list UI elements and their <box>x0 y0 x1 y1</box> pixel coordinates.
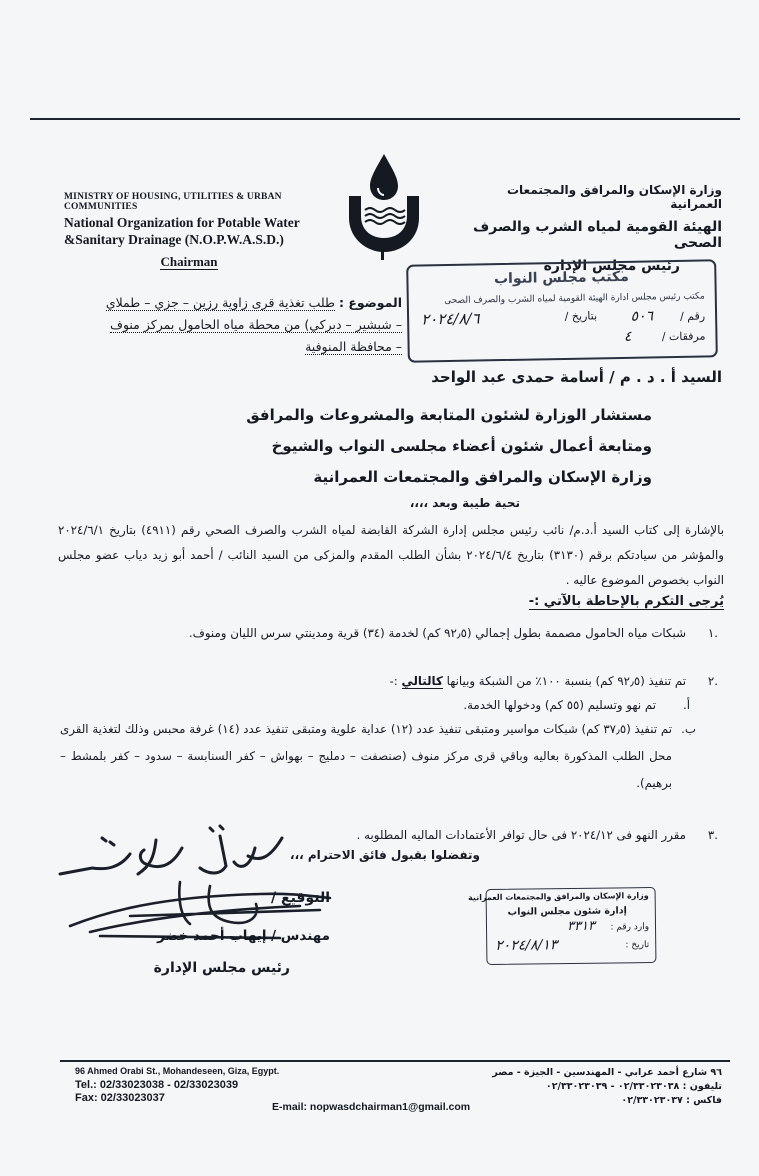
sub-item-a-text: تم نهو وتسليم (٥٥ كم) ودخولها الخدمة. <box>463 698 656 712</box>
chairman-english: Chairman <box>160 254 218 269</box>
subject-block <box>100 292 402 358</box>
ministry-arabic: وزارة الإسكان والمرافق والمجتمعات العمرانية <box>506 183 722 211</box>
received-stamp-dept: إدارة شئون مجلس النواب <box>507 905 627 918</box>
chairman-arabic: رئيس مجلس الإدارة <box>543 258 680 274</box>
addressee-line1: مستشار الوزارة لشئون المتابعة والمشروعات والمرافق <box>246 406 652 424</box>
stamp-office: مكتب مجلس النواب <box>493 268 629 288</box>
footer-tel-ar: تليفون : ٠٢/٣٣٠٢٣٠٣٨ - ٠٢/٣٣٠٢٣٠٣٩ <box>545 1081 722 1092</box>
incoming-stamp <box>406 259 718 362</box>
sub-item-b-number: ب. <box>681 722 696 736</box>
greeting: تحية طيبة وبعد ،،،، <box>409 496 520 510</box>
footer-fax-en: Fax: 02/33023037 <box>75 1092 165 1104</box>
footer-address-en: 96 Ahmed Orabi St., Mohandeseen, Giza, Egypt. <box>75 1066 280 1076</box>
stamp-date-value: ٢٠٢٤/٨/٦ <box>420 309 480 329</box>
stamp-office-full: مكتب رئيس مجلس ادارة الهيئة القومية لمياه الشرب والصرف الصحى <box>444 291 705 307</box>
stamp-number-label: رقم / <box>679 309 706 323</box>
org-arabic: الهيئة القومية لمياه الشرب والصرف الصحى <box>473 219 722 251</box>
closing: وتفضلوا بقبول فائق الاحترام ،،، <box>290 848 480 862</box>
signatory-name: مهندس / إيهاب أحمد خضر <box>157 928 330 944</box>
received-stamp-incoming-label: وارد رقم : <box>610 922 650 933</box>
footer-english <box>75 1066 375 1104</box>
received-stamp-ministry: وزارة الإسكان والمرافق والمجتمعات العمرانية <box>467 891 649 903</box>
footer-fax-ar: فاكس : ٠٢/٣٣٠٢٣٠٣٧ <box>621 1095 722 1106</box>
sub-item-b-text: تم تنفيذ (٣٧٫٥ كم) شبكات مواسير ومتبقى تنفيذ عدد (١٢) عداية علوية ومتبقى تنفيذ عدد (١٤) غرفة محبس وذلك لتغذية القرى محل الطلب المذكورة بعاليه وباقي قرى مركز منوف (صنصفت – دمليج – بهواش – كفر السنابسة – سدود – كفر بلمشط – برهيم). <box>60 722 672 790</box>
subject-text: طلب تغذية قرى زاوية رزين – جزي – طملاي – شبشير – دبركي) من محطة مياه الحامول بمركز منوف – محافظة المنوفية <box>105 295 402 354</box>
received-stamp-date-value: ٢٠٢٤/٨/١٣ <box>495 937 558 954</box>
item-3-number: ٣. <box>707 828 718 842</box>
stamp-attachments-value: ٤ <box>623 328 632 345</box>
request-line: يُرجى التكرم بالإحاطة بالآتي :- <box>528 594 724 609</box>
footer-rule <box>60 1060 730 1062</box>
signature-label: التوقيع / <box>271 890 330 906</box>
footer-email: E-mail: nopwasdchairman1@gmail.com <box>272 1101 471 1113</box>
footer-tel-en: Tel.: 02/33023038 - 02/33023039 <box>75 1079 239 1091</box>
item-3-text: مقرر النهو فى ٢٠٢٤/١٢ فى حال توافر الأعتمادات الماليه المطلوبه . <box>356 828 686 842</box>
stamp-date-label: بتاريخ / <box>564 309 598 323</box>
item-1-text: شبكات مياه الحامول مصممة بطول إجمالي (٩٢٫٥ كم) لخدمة (٣٤) قرية ومدينتي سرس الليان ومنوف. <box>188 626 686 640</box>
org-english-line1: National Organization for Potable Water <box>64 215 300 230</box>
subject-label: الموضوع : <box>338 295 402 310</box>
letterhead-english <box>64 192 334 270</box>
received-stamp <box>467 887 657 965</box>
received-stamp-date-label: تاريخ : <box>625 940 650 951</box>
org-english-line2: &Sanitary Drainage (N.O.P.W.A.S.D.) <box>64 232 284 247</box>
footer-arabic <box>470 1066 722 1108</box>
item-2-number: ٢. <box>707 674 718 688</box>
body-paragraph: بالإشارة إلى كتاب السيد أ.د.م/ نائب رئيس مجلس إدارة الشركة القابضة لمياه الشرب والصرف الصحي رقم (٤٩١١) بتاريخ ٢٠٢٤/٦/١ والمؤشر من سيادتكم برقم (٣١٣٠) بتاريخ ٢٠٢٤/٦/٤ بشأن الطلب المقدم والمزكى من السيد النائب / أحمد أبو زيد دياب عضو مجلس النواب بخصوص الموضوع عاليه . <box>58 523 724 587</box>
sub-item-a-number: أ. <box>682 698 690 712</box>
received-stamp-incoming-value: ٣٣١٣ <box>566 918 596 935</box>
addressee-line3: وزارة الإسكان والمرافق والمجتمعات العمرانية <box>313 468 652 486</box>
item-1-number: ١. <box>707 626 718 640</box>
addressee-name: السيد أ . د . م / أسامة حمدى عبد الواحد <box>431 368 722 386</box>
footer-address-ar: ٩٦ شارع أحمد عرابي - المهندسين - الجيزة - مصر <box>492 1067 722 1078</box>
stamp-attachments-label: مرفقات / <box>661 329 706 344</box>
signatory-title: رئيس مجلس الإدارة <box>153 960 290 976</box>
item-2-text: تم تنفيذ (٩٢٫٥ كم) بنسبة ١٠٠٪ من الشبكة وبيانها كالتالي :- <box>389 674 686 688</box>
addressee-line2: ومتابعة أعمال شئون أعضاء مجلسى النواب والشيوخ <box>271 437 652 455</box>
water-drop-hands-logo-icon <box>345 152 423 262</box>
top-rule <box>30 118 740 120</box>
addressee-title <box>60 400 720 493</box>
ministry-english: MINISTRY OF HOUSING, UTILITIES & URBAN COMMUNITIES <box>64 192 282 212</box>
stamp-number-value: ٥٠٦ <box>630 308 654 325</box>
